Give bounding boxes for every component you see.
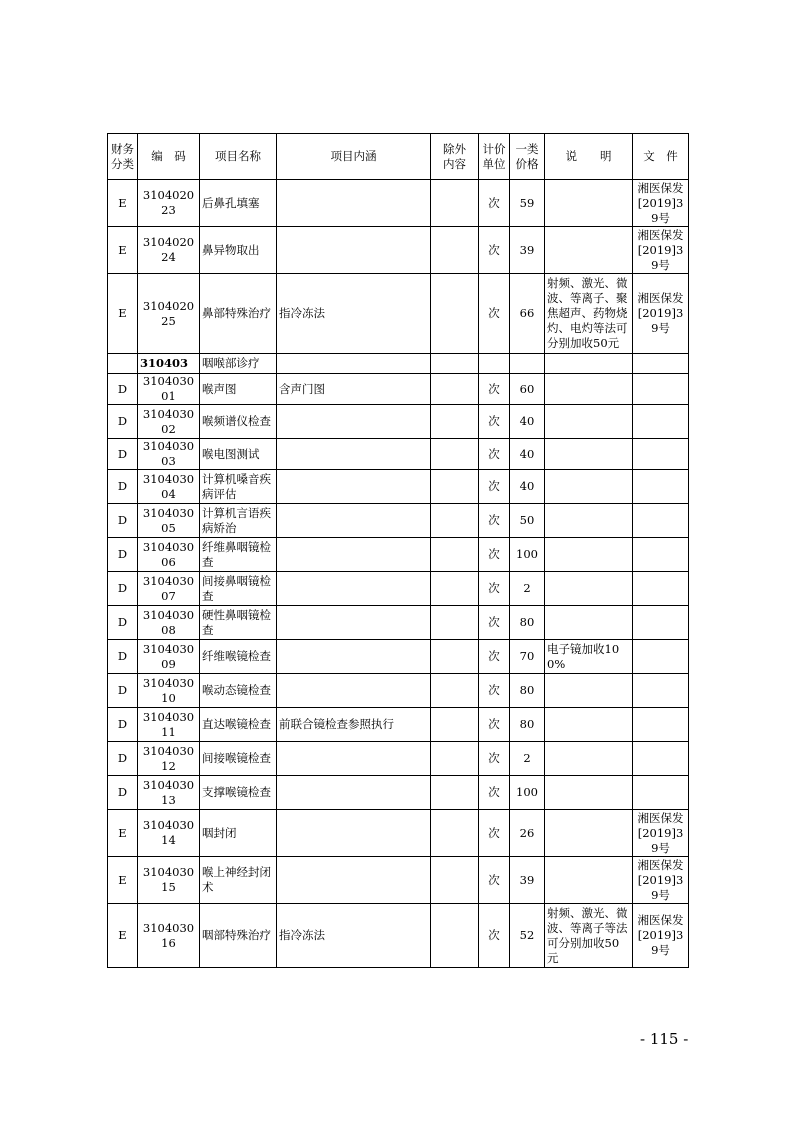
cell-price: 2 <box>510 742 545 776</box>
cell-notes <box>545 470 633 504</box>
cell-content <box>277 538 431 572</box>
cell-price: 100 <box>510 538 545 572</box>
cell-category: E <box>108 180 138 227</box>
cell-exclusions <box>431 374 479 405</box>
cell-unit: 次 <box>479 180 510 227</box>
cell-category: D <box>108 439 138 470</box>
cell-category: D <box>108 538 138 572</box>
cell-code: 310403005 <box>138 504 200 538</box>
cell-document: 湘医保发[2019]39号 <box>633 274 689 354</box>
cell-notes: 电子镜加收100% <box>545 640 633 674</box>
header-unit: 计价 单位 <box>479 134 510 180</box>
cell-content <box>277 810 431 857</box>
cell-exclusions <box>431 742 479 776</box>
cell-content <box>277 640 431 674</box>
cell-code: 310403003 <box>138 439 200 470</box>
cell-price: 40 <box>510 470 545 504</box>
cell-exclusions <box>431 674 479 708</box>
cell-notes <box>545 180 633 227</box>
cell-document <box>633 640 689 674</box>
cell-category <box>108 354 138 374</box>
cell-notes <box>545 504 633 538</box>
cell-content <box>277 180 431 227</box>
table-row <box>108 227 689 274</box>
cell-category: E <box>108 227 138 274</box>
header-price: 一类 价格 <box>510 134 545 180</box>
table-row <box>108 708 689 742</box>
cell-exclusions <box>431 776 479 810</box>
table-row <box>108 538 689 572</box>
cell-content: 含声门图 <box>277 374 431 405</box>
cell-exclusions <box>431 572 479 606</box>
cell-unit: 次 <box>479 504 510 538</box>
cell-exclusions <box>431 640 479 674</box>
cell-document: 湘医保发[2019]39号 <box>633 904 689 968</box>
cell-content <box>277 776 431 810</box>
cell-code: 310402025 <box>138 274 200 354</box>
cell-category: D <box>108 572 138 606</box>
cell-document: 湘医保发[2019]39号 <box>633 227 689 274</box>
cell-unit: 次 <box>479 374 510 405</box>
table-row <box>108 640 689 674</box>
cell-category: D <box>108 405 138 439</box>
cell-price: 40 <box>510 439 545 470</box>
table-row <box>108 776 689 810</box>
cell-notes <box>545 572 633 606</box>
fee-table-container <box>107 133 688 968</box>
cell-category: D <box>108 374 138 405</box>
cell-name: 喉频谱仪检查 <box>200 405 277 439</box>
cell-price: 80 <box>510 606 545 640</box>
cell-price: 66 <box>510 274 545 354</box>
cell-content <box>277 439 431 470</box>
table-row <box>108 606 689 640</box>
cell-code: 310403004 <box>138 470 200 504</box>
header-content: 项目内涵 <box>277 134 431 180</box>
cell-exclusions <box>431 405 479 439</box>
cell-exclusions <box>431 708 479 742</box>
cell-category: D <box>108 470 138 504</box>
cell-unit: 次 <box>479 405 510 439</box>
cell-price: 50 <box>510 504 545 538</box>
cell-exclusions <box>431 439 479 470</box>
cell-unit: 次 <box>479 470 510 504</box>
cell-code: 310403007 <box>138 572 200 606</box>
cell-unit: 次 <box>479 538 510 572</box>
cell-unit: 次 <box>479 572 510 606</box>
cell-notes <box>545 538 633 572</box>
header-row <box>108 134 689 180</box>
header-code: 编 码 <box>138 134 200 180</box>
cell-code: 310403015 <box>138 857 200 904</box>
cell-name: 喉声图 <box>200 374 277 405</box>
cell-code: 310402023 <box>138 180 200 227</box>
cell-notes <box>545 405 633 439</box>
cell-content: 指冷冻法 <box>277 904 431 968</box>
cell-unit: 次 <box>479 640 510 674</box>
cell-name: 直达喉镜检查 <box>200 708 277 742</box>
header-name: 项目名称 <box>200 134 277 180</box>
cell-category: D <box>108 776 138 810</box>
cell-price: 40 <box>510 405 545 439</box>
cell-unit: 次 <box>479 439 510 470</box>
table-row <box>108 572 689 606</box>
cell-notes <box>545 354 633 374</box>
cell-code: 310403010 <box>138 674 200 708</box>
cell-notes <box>545 708 633 742</box>
cell-content <box>277 674 431 708</box>
cell-document: 湘医保发[2019]39号 <box>633 810 689 857</box>
cell-name: 计算机言语疾病矫治 <box>200 504 277 538</box>
table-row <box>108 674 689 708</box>
table-row <box>108 504 689 538</box>
cell-price: 80 <box>510 674 545 708</box>
cell-code: 310403001 <box>138 374 200 405</box>
cell-category: E <box>108 274 138 354</box>
cell-name: 鼻异物取出 <box>200 227 277 274</box>
table-row <box>108 810 689 857</box>
header-category: 财务 分类 <box>108 134 138 180</box>
cell-document <box>633 572 689 606</box>
cell-notes <box>545 857 633 904</box>
cell-code: 310403002 <box>138 405 200 439</box>
cell-document <box>633 742 689 776</box>
cell-unit: 次 <box>479 810 510 857</box>
cell-document <box>633 374 689 405</box>
cell-category: D <box>108 504 138 538</box>
cell-exclusions <box>431 810 479 857</box>
table-body <box>108 180 689 968</box>
cell-category: D <box>108 640 138 674</box>
cell-document <box>633 606 689 640</box>
cell-document <box>633 470 689 504</box>
cell-exclusions <box>431 904 479 968</box>
cell-unit: 次 <box>479 857 510 904</box>
cell-category: D <box>108 674 138 708</box>
cell-price: 60 <box>510 374 545 405</box>
cell-name: 咽喉部诊疗 <box>200 354 277 374</box>
cell-unit: 次 <box>479 708 510 742</box>
header-notes: 说 明 <box>545 134 633 180</box>
cell-code: 310402024 <box>138 227 200 274</box>
section-row <box>108 354 689 374</box>
cell-unit: 次 <box>479 904 510 968</box>
fee-table <box>107 133 689 968</box>
cell-unit: 次 <box>479 742 510 776</box>
cell-unit: 次 <box>479 776 510 810</box>
cell-notes <box>545 810 633 857</box>
cell-document <box>633 439 689 470</box>
cell-document <box>633 674 689 708</box>
cell-notes <box>545 742 633 776</box>
table-row <box>108 742 689 776</box>
cell-document <box>633 354 689 374</box>
cell-notes <box>545 776 633 810</box>
cell-price <box>510 354 545 374</box>
cell-name: 纤维鼻咽镜检查 <box>200 538 277 572</box>
cell-code: 310403013 <box>138 776 200 810</box>
cell-price: 52 <box>510 904 545 968</box>
cell-exclusions <box>431 470 479 504</box>
cell-document: 湘医保发[2019]39号 <box>633 857 689 904</box>
cell-notes <box>545 374 633 405</box>
cell-content <box>277 504 431 538</box>
cell-category: D <box>108 708 138 742</box>
cell-name: 鼻部特殊治疗 <box>200 274 277 354</box>
cell-name: 咽封闭 <box>200 810 277 857</box>
cell-name: 计算机嗓音疾病评估 <box>200 470 277 504</box>
cell-name: 后鼻孔填塞 <box>200 180 277 227</box>
cell-exclusions <box>431 354 479 374</box>
cell-content <box>277 572 431 606</box>
cell-code: 310403014 <box>138 810 200 857</box>
cell-name: 咽部特殊治疗 <box>200 904 277 968</box>
cell-name: 支撑喉镜检查 <box>200 776 277 810</box>
cell-content: 前联合镜检查参照执行 <box>277 708 431 742</box>
table-row <box>108 274 689 354</box>
table-row <box>108 180 689 227</box>
table-row <box>108 904 689 968</box>
cell-price: 59 <box>510 180 545 227</box>
cell-unit: 次 <box>479 674 510 708</box>
table-row <box>108 470 689 504</box>
cell-category: E <box>108 857 138 904</box>
cell-code: 310403006 <box>138 538 200 572</box>
cell-category: E <box>108 904 138 968</box>
cell-category: D <box>108 742 138 776</box>
table-row <box>108 405 689 439</box>
cell-notes <box>545 606 633 640</box>
page-number: - 115 - <box>640 1030 689 1048</box>
cell-notes <box>545 439 633 470</box>
cell-document <box>633 708 689 742</box>
cell-price: 26 <box>510 810 545 857</box>
cell-notes <box>545 227 633 274</box>
cell-name: 喉动态镜检查 <box>200 674 277 708</box>
cell-notes <box>545 674 633 708</box>
cell-exclusions <box>431 274 479 354</box>
cell-exclusions <box>431 538 479 572</box>
cell-exclusions <box>431 504 479 538</box>
cell-category: D <box>108 606 138 640</box>
cell-unit <box>479 354 510 374</box>
cell-code: 310403016 <box>138 904 200 968</box>
cell-exclusions <box>431 227 479 274</box>
header-document: 文 件 <box>633 134 689 180</box>
cell-code: 310403008 <box>138 606 200 640</box>
cell-document <box>633 776 689 810</box>
cell-document <box>633 504 689 538</box>
cell-category: E <box>108 810 138 857</box>
cell-content <box>277 606 431 640</box>
cell-exclusions <box>431 606 479 640</box>
cell-price: 39 <box>510 857 545 904</box>
cell-document: 湘医保发[2019]39号 <box>633 180 689 227</box>
cell-exclusions <box>431 857 479 904</box>
cell-name: 纤维喉镜检查 <box>200 640 277 674</box>
cell-name: 间接喉镜检查 <box>200 742 277 776</box>
table-row <box>108 857 689 904</box>
cell-content <box>277 470 431 504</box>
cell-code: 310403012 <box>138 742 200 776</box>
cell-unit: 次 <box>479 606 510 640</box>
cell-name: 硬性鼻咽镜检查 <box>200 606 277 640</box>
cell-price: 100 <box>510 776 545 810</box>
cell-unit: 次 <box>479 274 510 354</box>
table-row <box>108 439 689 470</box>
cell-content <box>277 227 431 274</box>
cell-code: 310403011 <box>138 708 200 742</box>
cell-content <box>277 742 431 776</box>
cell-name: 喉电图测试 <box>200 439 277 470</box>
cell-notes: 射频、激光、微波、等离子、聚焦超声、药物烧灼、电灼等法可分别加收50元 <box>545 274 633 354</box>
header-exclusions: 除外 内容 <box>431 134 479 180</box>
cell-code: 310403009 <box>138 640 200 674</box>
table-row <box>108 374 689 405</box>
cell-unit: 次 <box>479 227 510 274</box>
cell-exclusions <box>431 180 479 227</box>
cell-price: 39 <box>510 227 545 274</box>
cell-name: 间接鼻咽镜检查 <box>200 572 277 606</box>
cell-price: 80 <box>510 708 545 742</box>
cell-price: 2 <box>510 572 545 606</box>
cell-document <box>633 538 689 572</box>
cell-content <box>277 354 431 374</box>
cell-content: 指冷冻法 <box>277 274 431 354</box>
cell-content <box>277 857 431 904</box>
cell-document <box>633 405 689 439</box>
cell-notes: 射频、激光、微波、等离子等法可分别加收50元 <box>545 904 633 968</box>
cell-content <box>277 405 431 439</box>
cell-name: 喉上神经封闭术 <box>200 857 277 904</box>
cell-price: 70 <box>510 640 545 674</box>
cell-code: 310403 <box>138 354 200 374</box>
